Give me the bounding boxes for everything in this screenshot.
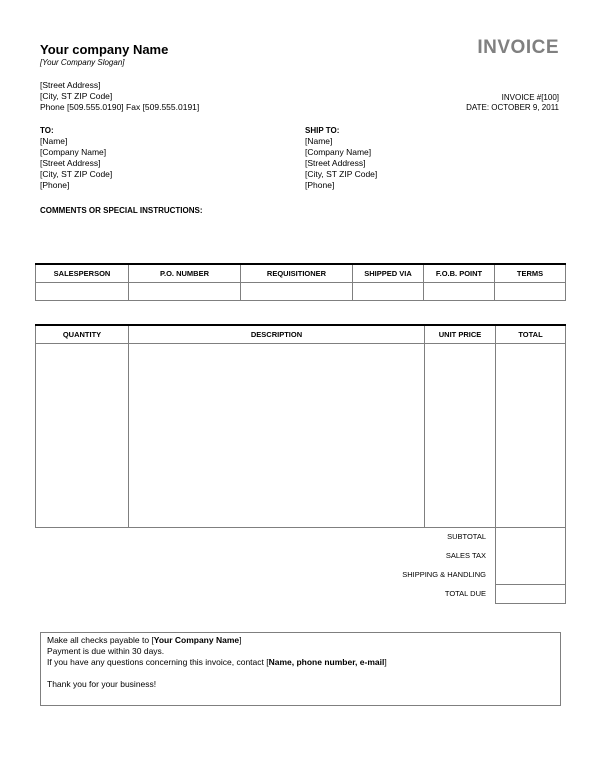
total-due-label: TOTAL DUE (444, 589, 486, 598)
header-fob-point: F.O.B. POINT (424, 264, 495, 282)
checks-payable-company: Your Company Name (153, 635, 240, 645)
total-cell[interactable] (496, 343, 566, 527)
subtotal-label: SUBTOTAL (447, 532, 486, 541)
ship-to-company: [Company Name] (305, 147, 372, 157)
checks-payable-line (47, 635, 242, 645)
contact-line (47, 657, 387, 667)
terms-cell[interactable] (495, 282, 566, 300)
quantity-cell[interactable] (36, 343, 129, 527)
to-phone: [Phone] (40, 180, 70, 190)
total-due-box[interactable] (495, 584, 566, 604)
company-slogan: [Your Company Slogan] (40, 58, 125, 67)
company-name: Your company Name (40, 42, 169, 57)
requisitioner-cell[interactable] (241, 282, 353, 300)
checks-payable-suffix: ] (239, 635, 242, 645)
ship-to-name: [Name] (305, 136, 333, 146)
contact-suffix: ] (384, 657, 387, 667)
header-description: DESCRIPTION (129, 325, 425, 343)
company-street: [Street Address] (40, 80, 101, 90)
totals-left-border (495, 527, 496, 584)
payment-due-line: Payment is due within 30 days. (47, 646, 165, 656)
to-company: [Company Name] (40, 147, 107, 157)
totals-right-border (565, 527, 566, 584)
header-salesperson: SALESPERSON (36, 264, 129, 282)
contact-details: Name, phone number, e-mail (268, 657, 385, 667)
header-total: TOTAL (496, 325, 566, 343)
description-cell[interactable] (129, 343, 425, 527)
ship-to-street: [Street Address] (305, 158, 366, 168)
header-shipped-via: SHIPPED VIA (353, 264, 424, 282)
shipped-via-cell[interactable] (353, 282, 424, 300)
unit-price-cell[interactable] (425, 343, 496, 527)
shipping-label: SHIPPING & HANDLING (402, 570, 486, 579)
to-name: [Name] (40, 136, 68, 146)
company-phone-fax: Phone [509.555.0190] Fax [509.555.0191] (40, 102, 200, 112)
company-city: [City, ST ZIP Code] (40, 91, 113, 101)
thank-you-line: Thank you for your business! (47, 679, 157, 689)
items-table (35, 324, 566, 528)
header-requisitioner: REQUISITIONER (241, 264, 353, 282)
sales-tax-label: SALES TAX (445, 551, 486, 560)
comments-label: COMMENTS OR SPECIAL INSTRUCTIONS: (40, 206, 203, 215)
ship-to-city: [City, ST ZIP Code] (305, 169, 378, 179)
to-label: TO: (40, 126, 54, 135)
to-street: [Street Address] (40, 158, 101, 168)
to-city: [City, ST ZIP Code] (40, 169, 113, 179)
invoice-date: DATE: OCTOBER 9, 2011 (466, 103, 559, 112)
salesperson-cell[interactable] (36, 282, 129, 300)
invoice-title: INVOICE (477, 37, 559, 58)
checks-payable-prefix: Make all checks payable to [ (47, 635, 154, 645)
invoice-number: INVOICE #[100] (501, 93, 559, 102)
header-unit-price: UNIT PRICE (425, 325, 496, 343)
fob-point-cell[interactable] (424, 282, 495, 300)
header-terms: TERMS (495, 264, 566, 282)
header-quantity: QUANTITY (36, 325, 129, 343)
po-number-cell[interactable] (129, 282, 241, 300)
header-po-number: P.O. NUMBER (129, 264, 241, 282)
ship-to-label: SHIP TO: (305, 126, 340, 135)
order-info-table (35, 263, 566, 301)
payment-notes-box (40, 632, 561, 706)
contact-prefix: If you have any questions concerning this invoice, contact [ (47, 657, 269, 667)
ship-to-phone: [Phone] (305, 180, 335, 190)
